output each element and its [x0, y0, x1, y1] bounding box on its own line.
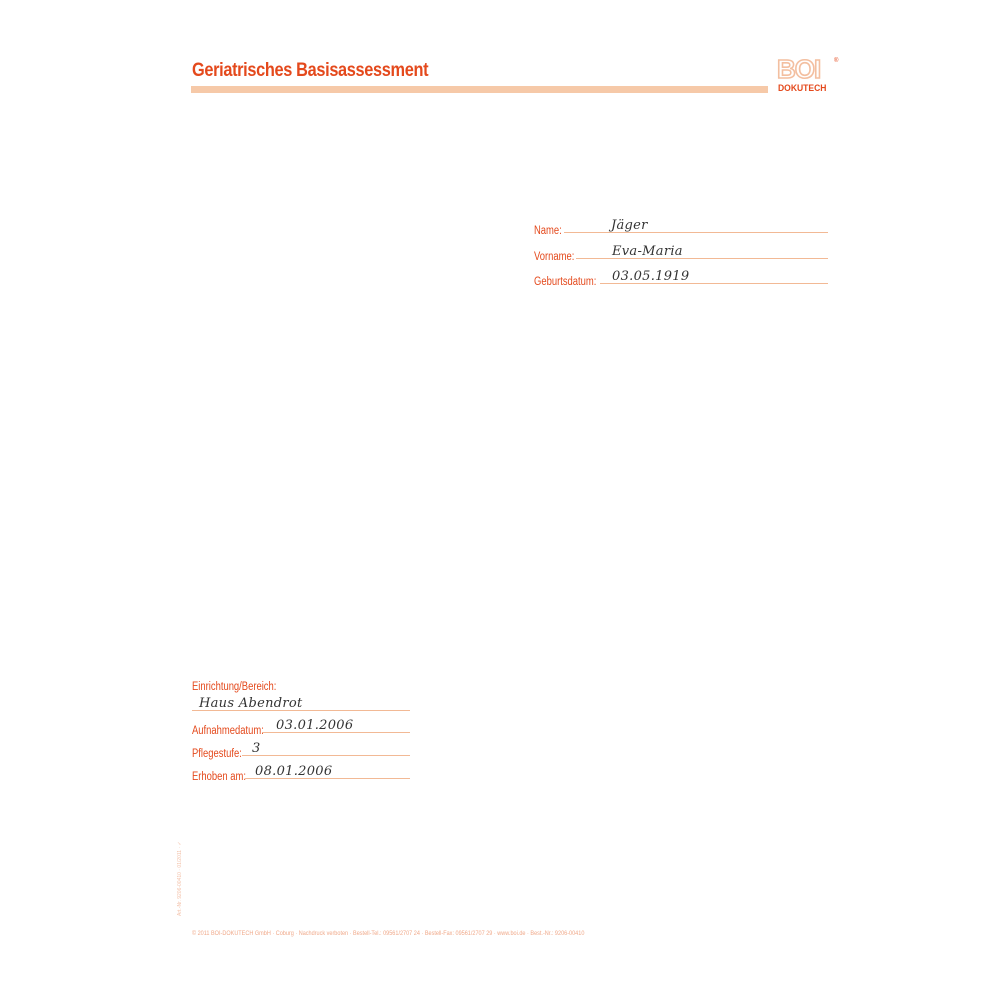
footer-copyright: © 2011 BOI-DOKUTECH GmbH · Coburg · Nachdruck verboten · Bestell-Tel.: 09561/2707 24 · Bestell-Fax: 09561/2707 29 · www.boi.de · Best.-Nr.: 9206-00410 [192, 931, 585, 937]
name-label: Name: [534, 225, 562, 237]
vorname-label: Vorname: [534, 251, 575, 263]
boi-dokutech-logo [777, 54, 839, 96]
geburtsdatum-field[interactable] [534, 265, 828, 289]
einrichtung-label: Einrichtung/Bereich: [192, 681, 277, 693]
vorname-field[interactable] [534, 240, 828, 264]
geburtsdatum-label: Geburtsdatum: [534, 276, 597, 288]
logo-registered-mark: ® [834, 58, 839, 64]
logo-brand: BOI [777, 54, 821, 84]
aufnahmedatum-field[interactable] [192, 714, 410, 738]
erhoben-value: 08.01.2006 [255, 764, 333, 779]
pflegestufe-field[interactable] [192, 737, 410, 761]
name-field[interactable] [534, 214, 828, 238]
erhoben-field[interactable] [192, 760, 410, 784]
page-title: Geriatrisches Basisassessment [192, 60, 429, 81]
logo-subtitle: DOKUTECH [778, 83, 827, 93]
vorname-value: Eva-Maria [612, 244, 683, 259]
pflegestufe-label: Pflegestufe: [192, 748, 242, 760]
title-underline-bar [191, 86, 768, 93]
einrichtung-value: Haus Abendrot [199, 696, 303, 711]
name-value: Jäger [611, 218, 648, 233]
aufnahmedatum-value: 03.01.2006 [276, 718, 354, 733]
geburtsdatum-value: 03.05.1919 [612, 269, 690, 284]
einrichtung-field[interactable] [192, 692, 410, 716]
pflegestufe-value: 3 [252, 741, 261, 756]
name-line [564, 232, 828, 233]
aufnahmedatum-label: Aufnahmedatum: [192, 725, 264, 737]
erhoben-label: Erhoben am: [192, 771, 247, 783]
side-article-code: Art.-Nr. 9206-00410 · 01/2011 · ✓ [177, 841, 183, 916]
einrichtung-label-row [192, 670, 410, 694]
pflegestufe-line [242, 755, 410, 756]
